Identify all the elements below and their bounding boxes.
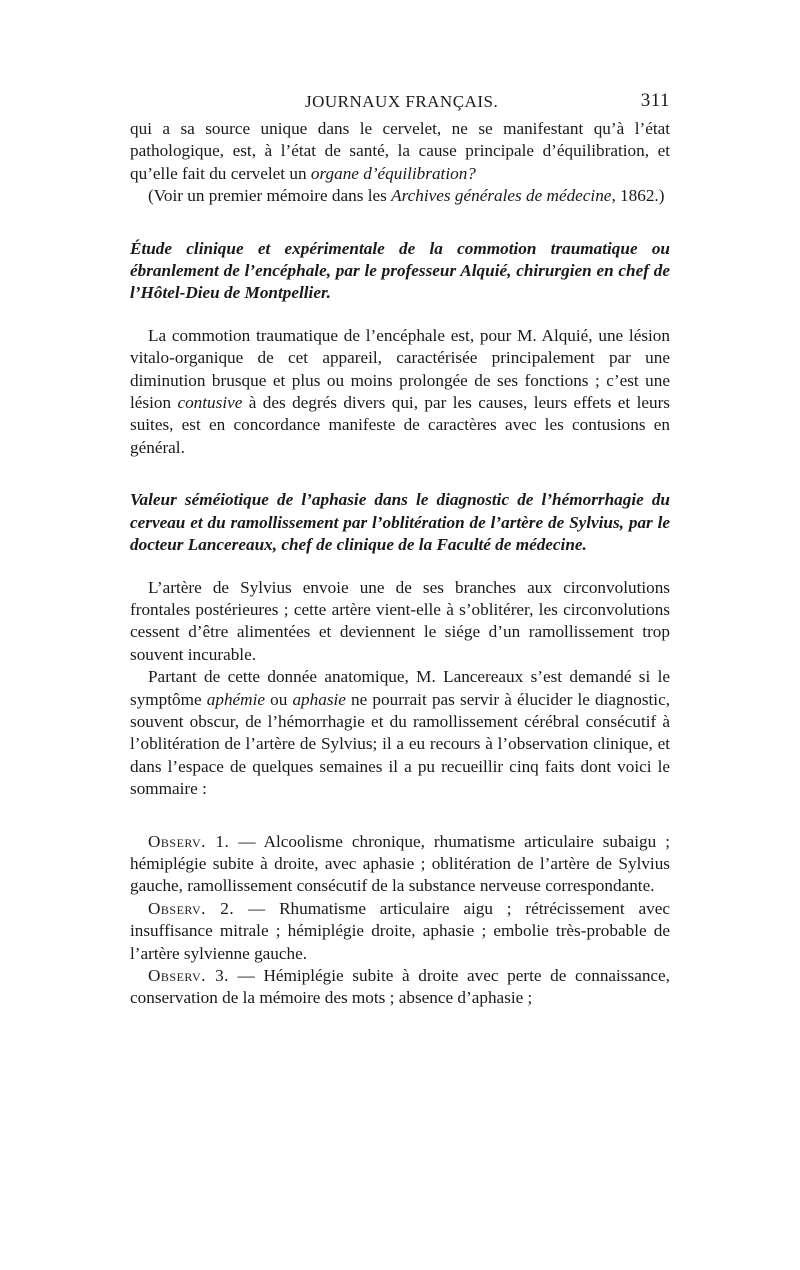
article-heading: Étude clinique et expérimentale de la commotion traumatique ou ébranlement de l’encéphale, par le professeur Alquié, chirurgien en chef de l’Hôtel-Dieu de Montpellier.	[130, 238, 670, 303]
italic-term: aphémie	[206, 689, 265, 709]
observation-text: — Hémiplégie subite à droite avec perte de connaissance, conservation de la mémoire des mots ; absence d’aphasie ;	[130, 966, 670, 1008]
observation-label: Observ. 3.	[148, 966, 229, 985]
italic-term: organe d’équilibration?	[310, 163, 476, 183]
text-run: (Voir un premier mémoire dans les	[148, 186, 392, 206]
page	[130, 92, 670, 1010]
observation-item	[130, 898, 670, 965]
text-run: , 1862.)	[611, 186, 665, 206]
italic-term: Archives générales de médecine	[391, 186, 612, 206]
observation-text: — Rhumatisme articulaire aigu ; rétrécissement avec insuffisance mitrale ; hémiplégie droite, aphasie ; embolie très-probable de l’artère sylvienne gauche.	[130, 898, 670, 963]
text-run: La commotion traumatique de l’encéphale est, pour M. Alquié, une lésion vitalo-organique de cet appareil, caractérisée principalement par une diminution brusque et plus ou moins prolongée de ses fonctions ; c’est une lésion	[130, 325, 670, 413]
observation-item	[130, 831, 670, 898]
article-heading: Valeur séméiotique de l’aphasie dans le diagnostic de l’hémorrhagie du cerveau et du ramollissement par l’oblitération de l’artère de Sylvius, par le docteur Lancereaux, chef de clinique de la Faculté de médecine.	[130, 490, 670, 555]
observation-label: Observ. 1.	[148, 831, 230, 851]
observation-text: — Alcoolisme chronique, rhumatisme articulaire subaigu ; hémiplégie subite à droite, avec aphasie ; oblitération de l’artère de Sylvius gauche, ramollissement consécutif de la substance nerveuse correspondante.	[130, 831, 670, 896]
running-title: JOURNAUX FRANÇAIS.	[305, 92, 499, 111]
observation-label: Observ. 2.	[148, 898, 235, 918]
observation-item	[130, 965, 670, 1010]
page-number: 311	[640, 90, 670, 111]
text-run: ne pourrait pas servir à élucider le diagnostic, souvent obscur, de l’hémorrhagie et du ramollissement cérébral consécutif à l’oblitération de l’artère de Sylvius; il a eu recours à l’observation clinique, et dans l’espace de quelques semaines il a pu recueillir cinq faits dont voici le sommaire :	[130, 689, 670, 799]
paragraph	[130, 325, 670, 459]
paragraph	[130, 118, 670, 185]
text-run: ou	[264, 689, 293, 709]
paragraph: L’artère de Sylvius envoie une de ses branches aux circonvolutions frontales postérieures ; cette artère vient-elle à s’oblitérer, les circonvolutions cessent d’être alimentées et deviennent le siége d’un ramollissement trop souvent incurable.	[130, 577, 670, 664]
observations-list	[130, 831, 670, 1010]
paragraph	[130, 185, 670, 207]
italic-term: aphasie	[292, 689, 346, 709]
italic-term: contusive	[177, 393, 243, 413]
text-run: à des degrés divers qui, par les causes, leurs effets et leurs suites, est en concordance manifeste de caractères avec les contusions en général.	[130, 393, 670, 457]
text-run: qui a sa source unique dans le cervelet, ne se manifestant qu’à l’état pathologique, est, à l’état de santé, la cause principale d’équilibration, et qu’elle fait du cervelet un	[130, 119, 670, 183]
paragraph	[130, 666, 670, 800]
running-head	[130, 92, 670, 118]
text-run: Partant de cette donnée anatomique, M. Lancereaux s’est demandé si le symptôme	[130, 667, 670, 709]
